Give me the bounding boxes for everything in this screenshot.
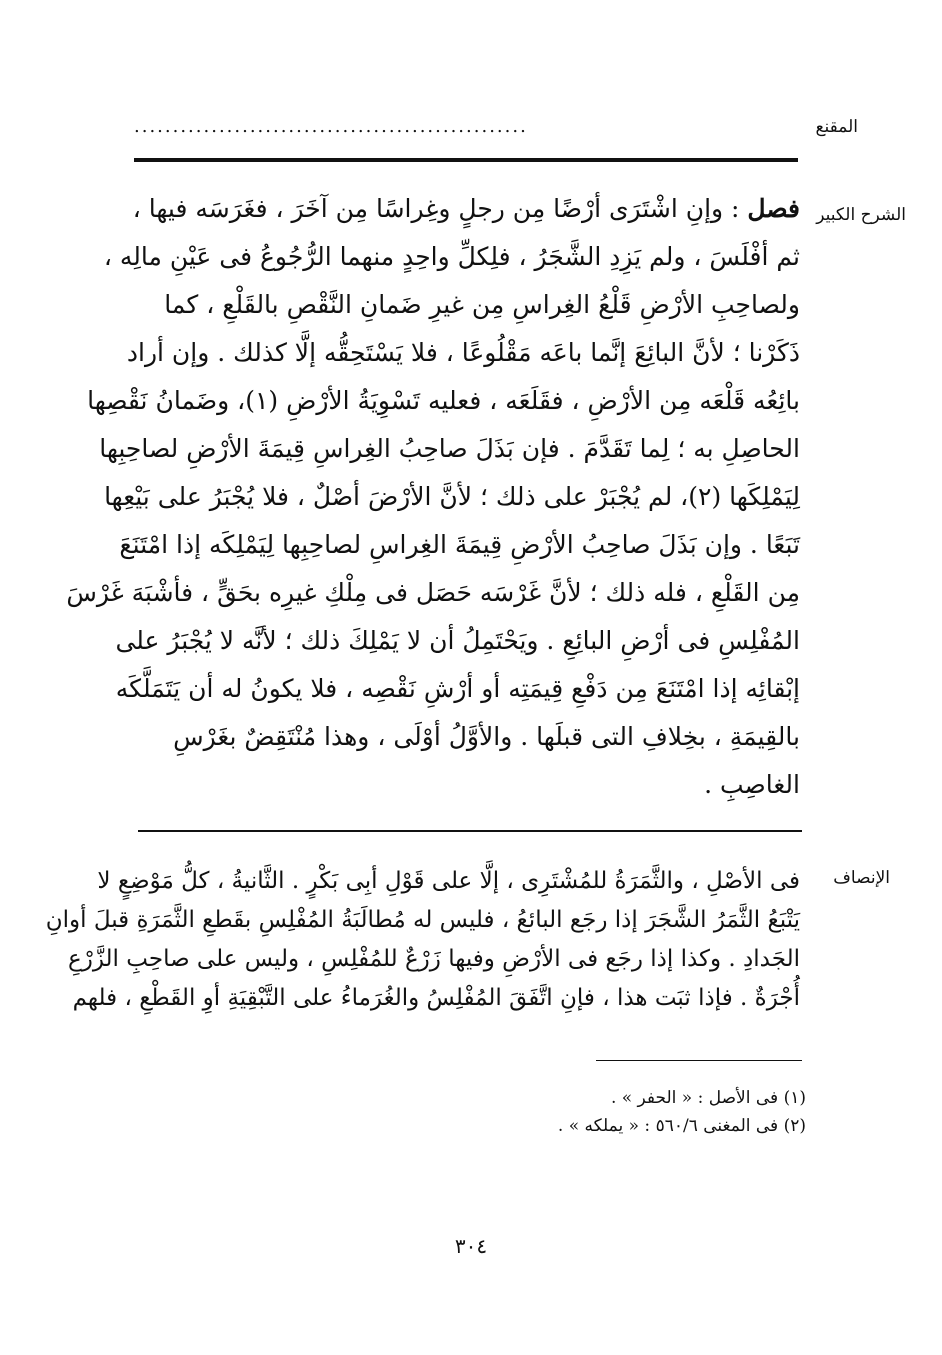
text-line: المُفْلِسِ فى أرْضِ البائِعِ . ويَحْتَمِلُ أن لا يَمْلِكَ ذلك ؛ لأنَّه لا يُجْبَرُ على — [115, 626, 800, 655]
footnotes — [558, 1084, 806, 1140]
text-line: الغاصِبِ . — [704, 770, 800, 799]
text-line: بالقِيمَةِ ، بخِلافِ التى قبلَها . والأوَّلُ أوْلَى ، وهذا مُنْتَقِضٌ بغَرْسِ — [173, 722, 800, 751]
section-divider — [138, 830, 802, 832]
footnote-2: (٢) فى المغنى ٥٦٠/٦ : « يملكه » . — [557, 1116, 806, 1136]
text-line: الحاصِلِ به ؛ لِما تَقَدَّمَ . فإن بَذَلَ صاحِبُ الغِراسِ قِيمَةَ الأرْضِ لصاحِبِها — [99, 434, 800, 463]
section-heading: فصل — [747, 194, 800, 223]
insaf-text — [45, 862, 800, 1018]
text-line: أُجْرَةٌ . فإذا ثبَت هذا ، فإنِ اتَّفَقَ المُفْلِسُ والغُرَماءُ على التَّبْقِيَةِ أوِ القَطْعِ ، فلهم — [72, 985, 800, 1011]
text-line: مِن القَلْعِ ، فله ذلك ؛ لأنَّ غَرْسَه حَصَل فى مِلْكِ غيرِه بحَقٍّ ، فأشْبَهَ غَرْسَ — [66, 578, 800, 607]
text-line: تَبَعًا . وإن بَذَلَ صاحِبُ الأرْضِ قِيمَةَ الغِراسِ لصاحِبِها لِيَمْلِكَه إذا امْتَنَعَ — [119, 530, 800, 559]
sharh-section-label: الشرح الكبير — [816, 205, 906, 225]
text-line: إبْقائِه إذا امْتَنَعَ مِن دَفْعِ قِيمَتِه أو أرْشِ نَقْصِه ، فلا يكونُ له أن يَتَمَلَّكَه — [115, 674, 800, 703]
footnote-rule — [596, 1060, 802, 1061]
text-line: بائِعُه قَلْعَه مِن الأرْضِ ، فقَلَعَه ، فعليه تَسْوِيَةُ الأرْضِ (١)، وضَمانُ نَقْصِها — [87, 386, 800, 415]
text-line: ثم أفْلَسَ ، ولم يَزِدِ الشَّجَرُ ، فلِكلِّ واحِدٍ منهما الرُّجُوعُ فى عَيْنِ مالِه ، — [103, 242, 800, 271]
page-number: ٣٠٤ — [454, 1234, 488, 1258]
text-line: فصل : وإنِ اشْتَرَى أرْضًا مِن رجلٍ وغِراسًا مِن آخَرَ ، فغَرَسَه فيها ، — [132, 194, 800, 223]
insaf-section-label: الإنصاف — [833, 868, 890, 888]
header-rule — [134, 158, 798, 162]
footnote-1: (١) فى الأصل : « الحفر » . — [610, 1088, 806, 1108]
text-line: فى الأصْلِ ، والثَّمَرَةُ للمُشْتَرِى ، إلَّا على قَوْلِ أبِى بَكْرٍ . الثَّانيةُ ، كلُّ مَوْضِعٍ لا — [97, 868, 800, 894]
sharh-text — [66, 185, 800, 809]
text-line: يَتْبَعُ الثَّمَرُ الشَّجَرَ إذا رجَع البائعُ ، فليس له مُطالَبَةُ المُفْلِسِ بقَطعِ الثَّمَرَةِ قبلَ أوانِ — [45, 907, 800, 933]
text-line: ولصاحِبِ الأرْضِ قَلْعُ الغِراسِ مِن غيرِ ضَمانِ النَّقْصِ بالقَلْعِ ، كما — [164, 290, 800, 319]
text-line: ذَكَرْنا ؛ لأنَّ البائِعَ إنَّما باعَه مَقْلُوعًا ، فلا يَسْتَحِقُّه إلَّا كذلك . وإن أراد — [126, 338, 800, 367]
text-line: الجَدادِ . وكذا إذا رجَع فى الأرْضِ وفيها زَرْعٌ للمُفْلِسِ ، وليس على صاحِبِ الزَّرْعِ — [68, 946, 800, 972]
text-line: لِيَمْلِكَها (٢)، لم يُجْبَرْ على ذلك ؛ لأنَّ الأرْضَ أصْلٌ ، فلا يُجْبَرُ على بَيْعِها — [104, 482, 800, 511]
header-dots: ................................................... — [134, 116, 528, 137]
running-header-title: المقنع — [815, 117, 858, 137]
